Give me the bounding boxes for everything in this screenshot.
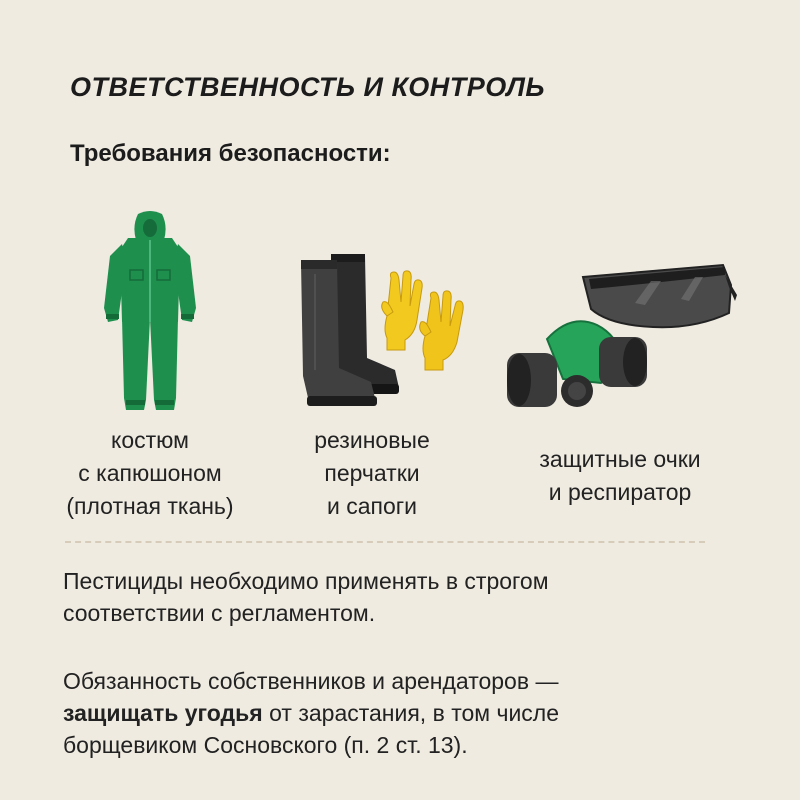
caption-goggles-respirator [500,443,740,509]
paragraph-line [63,697,743,729]
caption-line: резиновые [314,427,430,453]
caption-line: костюм [111,427,189,453]
caption-suit [40,424,260,523]
paragraph-line: соответствии с регламентом. [63,600,376,626]
dashed-divider [65,541,705,543]
caption-line: защитные очки [539,446,701,472]
paragraph-obligation [63,665,743,761]
protective-suit-icon [100,210,200,415]
caption-line: (плотная ткань) [66,493,234,519]
section-subtitle: Требования безопасности: [70,140,391,167]
caption-line: перчатки [324,460,420,486]
caption-line: и сапоги [326,493,417,519]
paragraph-line-rest: от зарастания, в том числе [262,700,560,726]
page-title: ОТВЕТСТВЕННОСТЬ И КОНТРОЛЬ [70,72,546,102]
paragraph-line: Пестициды необходимо применять в строгом [63,568,549,594]
paragraph-regulation [63,565,743,629]
goggles-and-respirator-icon [505,255,740,420]
bold-phrase: защищать угодья [63,700,263,726]
paragraph-line: Обязанность собственников и арендаторов — [63,668,559,694]
paragraph-line: борщевиком Сосновского (п. 2 ст. 13). [63,732,468,758]
caption-line: и респиратор [548,479,692,505]
caption-line: с капюшоном [78,460,222,486]
caption-boots-gloves [272,424,472,523]
boots-and-gloves-icon [295,250,485,415]
